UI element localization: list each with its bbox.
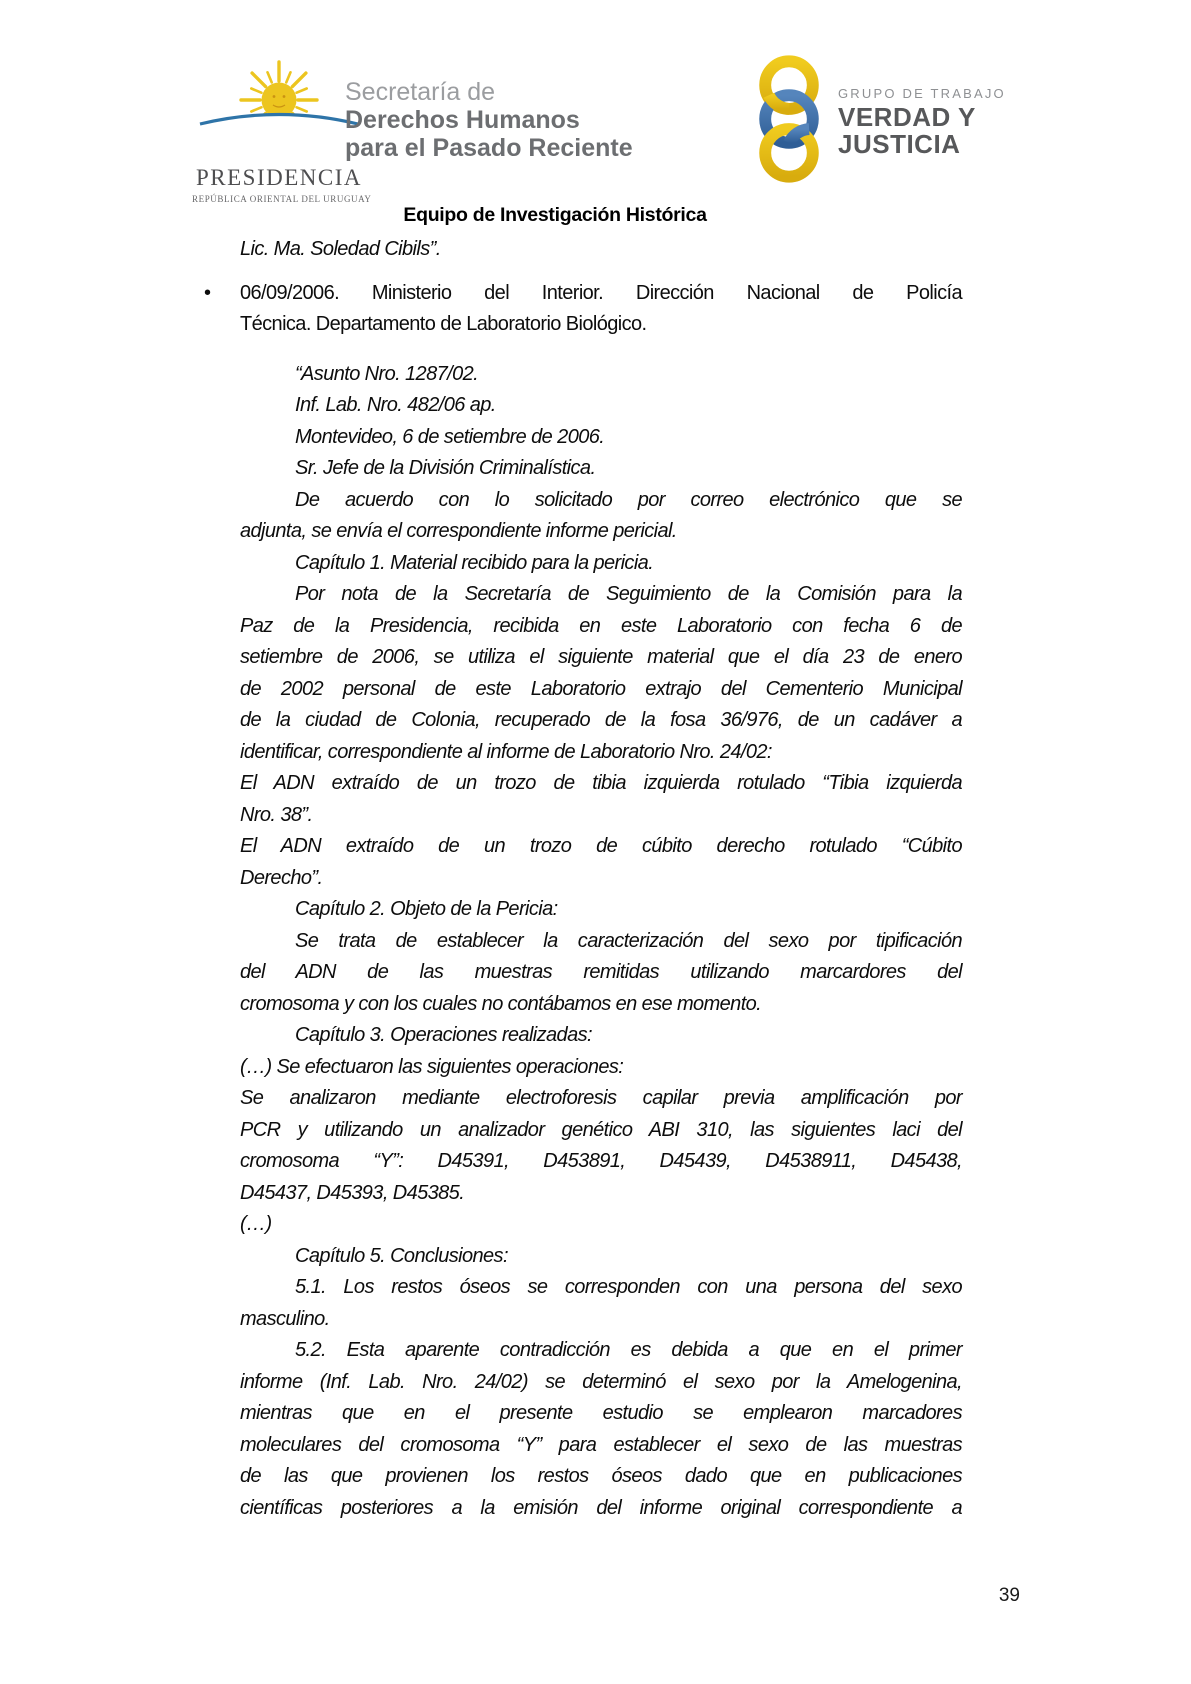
text-line: del ADN de las muestras remitidas utilizando marcardores del bbox=[240, 961, 962, 983]
text-line: Capítulo 2. Objeto de la Pericia: bbox=[295, 898, 558, 920]
text-line: Se trata de establecer la caracterización del sexo por tipificación bbox=[295, 929, 962, 952]
text-line: El ADN extraído de un trozo de tibia izquierda rotulado “Tibia izquierda bbox=[240, 772, 962, 794]
text-line: informe (Inf. Lab. Nro. 24/02) se determinó el sexo por la Amelogenina, bbox=[240, 1370, 962, 1393]
text-line: Capítulo 5. Conclusiones: bbox=[295, 1244, 508, 1267]
text-line: D45437, D45393, D45385. bbox=[240, 1181, 465, 1204]
grupo-de-trabajo-label: GRUPO DE TRABAJO bbox=[838, 86, 1006, 101]
text-line: “Asunto Nro. 1287/02. bbox=[295, 362, 479, 385]
paragraph-attribution bbox=[240, 234, 962, 266]
text-line: Técnica. Departamento de Laboratorio Biológico. bbox=[240, 313, 647, 335]
text-line: 5.1. Los restos óseos se corresponden con una persona del sexo bbox=[295, 1276, 962, 1298]
document-body bbox=[204, 234, 962, 1524]
sun-with-face-icon bbox=[192, 60, 366, 162]
text-line: 5.2. Esta aparente contradicción es debida a que en el primer bbox=[295, 1339, 962, 1361]
text-line: Se analizaron mediante electroforesis capilar previa amplificación por bbox=[240, 1087, 962, 1109]
text-line: Capítulo 1. Material recibido para la pericia. bbox=[295, 551, 654, 574]
paragraph-bullet-item bbox=[204, 278, 962, 341]
secretaria-wordmark bbox=[345, 78, 633, 162]
bullet-dot: • bbox=[204, 281, 211, 304]
presidencia-logo bbox=[192, 60, 372, 204]
text-line: de 2002 personal de este Laboratorio extrajo del Cementerio Municipal bbox=[240, 677, 962, 700]
text-line: cromosoma “Y”: D45391, D453891, D45439, D4538911, D45438, bbox=[240, 1150, 962, 1172]
text-line: (…) bbox=[240, 1213, 272, 1235]
text-line: moleculares del cromosoma “Y” para establecer el sexo de las muestras bbox=[240, 1433, 962, 1456]
interlocked-rings-icon bbox=[752, 54, 826, 184]
text-line: masculino. bbox=[240, 1307, 330, 1330]
page-number: 39 bbox=[998, 1585, 1020, 1606]
text-line: identificar, correspondiente al informe de Laboratorio Nro. 24/02: bbox=[240, 740, 772, 763]
text-line: Por nota de la Secretaría de Seguimiento de la Comisión para la bbox=[295, 583, 962, 605]
text-line: (…) Se efectuaron las siguientes operaciones: bbox=[240, 1055, 624, 1078]
text-line: 06/09/2006. Ministerio del Interior. Dirección Nacional de Policía bbox=[240, 281, 962, 304]
text-line: PCR y utilizando un analizador genético ABI 310, las siguientes laci del bbox=[240, 1118, 962, 1141]
text-line: Inf. Lab. Nro. 482/06 ap. bbox=[295, 394, 496, 416]
text-line: Derecho”. bbox=[240, 866, 323, 889]
secretaria-line3: para el Pasado Reciente bbox=[345, 134, 633, 162]
secretaria-line1: Secretaría de bbox=[345, 78, 496, 106]
secretaria-line2: Derechos Humanos bbox=[345, 106, 580, 134]
text-line: El ADN extraído de un trozo de cúbito derecho rotulado “Cúbito bbox=[240, 835, 962, 857]
text-line: de las que provienen los restos óseos dado que en publicaciones bbox=[240, 1465, 962, 1487]
text-line: mientras que en el presente estudio se emplearon marcadores bbox=[240, 1402, 962, 1424]
paragraph-quoted-report bbox=[240, 359, 962, 1525]
text-line: Sr. Jefe de la División Criminalística. bbox=[295, 457, 596, 479]
text-line: Lic. Ma. Soledad Cibils”. bbox=[240, 238, 441, 260]
verdad-y-label: VERDAD Y bbox=[838, 102, 976, 132]
text-line: científicas posteriores a la emisión del informe original correspondiente a bbox=[240, 1496, 962, 1519]
text-line: De acuerdo con lo solicitado por correo electrónico que se bbox=[295, 488, 962, 511]
text-line: Capítulo 3. Operaciones realizadas: bbox=[295, 1024, 592, 1046]
text-line: de la ciudad de Colonia, recuperado de la fosa 36/976, de un cadáver a bbox=[240, 709, 962, 731]
presidencia-wordmark: PRESIDENCIA bbox=[195, 165, 362, 190]
text-line: cromosoma y con los cuales no contábamos en ese momento. bbox=[240, 992, 762, 1015]
presidencia-subtitle: REPÚBLICA ORIENTAL DEL URUGUAY bbox=[192, 194, 372, 204]
text-line: adjunta, se envía el correspondiente informe pericial. bbox=[240, 520, 677, 542]
text-line: Nro. 38”. bbox=[240, 803, 313, 826]
text-line: setiembre de 2006, se utiliza el siguiente material que el día 23 de enero bbox=[240, 646, 962, 668]
text-line: Paz de la Presidencia, recibida en este Laboratorio con fecha 6 de bbox=[240, 614, 962, 637]
verdad-justicia-logo bbox=[752, 54, 1006, 184]
text-line: Montevideo, 6 de setiembre de 2006. bbox=[295, 425, 605, 448]
verdad-justicia-wordmark bbox=[838, 54, 1006, 184]
justicia-label: JUSTICIA bbox=[838, 129, 961, 159]
page-title: Equipo de Investigación Histórica bbox=[403, 204, 707, 226]
